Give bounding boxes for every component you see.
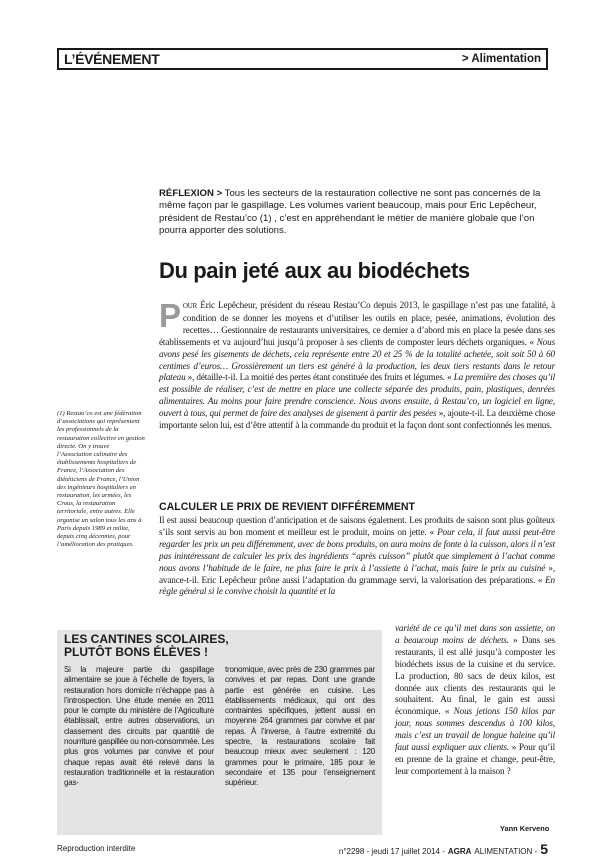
article-lede (159, 188, 554, 238)
article-body (159, 515, 555, 598)
body-text: Il est aussi beaucoup question d’anticipation et de saisons également. Les produits de saison sont plus goûteux s’ils sont servis au bon moment et meilleur est le produit, moins on jette. « (159, 515, 555, 537)
footnote: (1) Restau’co est une fédération d’associations qui représentent les professionnels de la restauration collective en gestion directe. On y trouve l’Association culinaire des établissements hospitaliers de France, l’Association des diététiciens de France, l’Union des ingénieurs hospitaliers en restauration, les armées, les Crous, la restauration territoriale, entre autres. Elle organise un salon tous les ans à Paris depuis 1989 et milite, depuis cinq décennies, pour l’amélioration des pratiques. (57, 410, 145, 549)
sidebar-title (64, 633, 375, 659)
body-quote-2: En règle général si le convive choisit la quantité et la (159, 574, 555, 597)
sidebar-columns (64, 665, 375, 789)
lede-text: Tous les secteurs de la restauration collective ne sont pas concernés de la même façon par le gaspillage. Les volumes varient beaucoup, mais pour Eric Lepêcheur, président de Restau’co (1) , c’est en appréhendant le métier de manière globale que l’on pourra apporter des solutions. (159, 188, 541, 237)
lede-keyword: RÉFLEXION > (159, 188, 223, 199)
right-text: » Dans ses restaurants, il est allé jusqu’à composter les biodéchets issus de la cuisine et du service. La production, 80 sacs de deux kilos, est donnée aux clients des restaurants qui le souhaitent. Au final, le gain est aussi économique. « (395, 634, 555, 717)
sidebar-box (57, 630, 382, 835)
right-text-2: » Pour qu’il en prenne de la graine et change, peut-être, leur comportement à la maison ? (395, 742, 555, 776)
page-number: 5 (540, 841, 548, 857)
page-footer (57, 841, 548, 855)
sidebar-column-2 (225, 665, 375, 789)
section-header (57, 48, 548, 70)
intro-quote-2: La première des choses qu’il est possible de réaliser, c’est de mettre en place une collecte séparée des produits, pain, plastiques, denrées alimentaires. Au moins pour faire prendre conscience. Nous avons ensuite, à Restau’co, un logiciel en ligne, ouvert à tous, qui permet de faire des analyses de gisement à partir des pesées (159, 372, 555, 419)
body-quote: Pour cela, il faut aussi peut-être regarder les prix un peu différemment, avec de bons produits, on aura moins de fonte à la cuisson, alors il n’est pas inintéressant de calculer les prix des ingrédients “après cuisson” plutôt que simplement à l’achat comme nous avons l’habitude de le faire, ne plus faire le prix à l’assiette à l’achat, mais faire le prix au cuisiné (159, 526, 555, 573)
article-subhead: CALCULER LE PRIX DE REVIENT DIFFÉREMMENT (159, 501, 416, 513)
footer-notice: Reproduction interdite (57, 844, 136, 853)
sidebar-column-1 (64, 665, 214, 789)
drop-cap: P (159, 297, 181, 334)
intro-text-3: », ajoute-t-il. La deuxième chose importante selon lui, est d’être attentif à la commande du produit et la façon dont sont confectionnés les menus. (159, 408, 555, 431)
article-body-right (395, 623, 555, 778)
category-label: > Alimentation (461, 53, 541, 65)
footer-issue: n°2298 - jeudi 17 juillet 2014 - (338, 847, 445, 856)
sidebar-text-2: tronomique, avec près de 230 grammes par convives et par repas. Dont une grande partie est générée en cuisine. Les établissements médicaux, qui ont des contraintes spécifiques, jettent aussi en moyenne 264 grammes par convive et par repas. À l’inverse, à l’autre extremité du spectre, la restaurations scolaire fait beaucoup mieux avec seulement : 120 grammes pour le primaire, 185 pour le secondaire et 135 pour l’enseignement supérieur. (225, 665, 375, 788)
article-headline: Du pain jeté aux au biodéchets (159, 258, 470, 283)
intro-text-2: », détaille-t-il. La moitié des pertes étant constituée des fruits et légumes. « (185, 372, 454, 383)
intro-text: Éric Lepêcheur, président du réseau Restau’Co depuis 2013, le gaspillage n’est pas une fatalité, à condition de se donner les moyens et d’utiliser les outils en place, pesée, animations, évolution des recettes… Gestionnaire de restaurants universitaires, ce dernier a d’abord mis en place la pesée dans ses établissements et va aujourd’hui jusqu’à proposer à ses clients de composter leurs déchets organiques. « (159, 300, 555, 347)
right-quote: variété de ce qu’il met dans son assiette, on a beaucoup moins de déchets. (395, 623, 555, 645)
intro-smallcaps: OUR (182, 302, 198, 310)
article-intro (159, 297, 555, 432)
right-quote-2: Nous jetions 150 kilos par jour, nous sommes descendus à 100 kilos, mais c’est un travail de longue haleine qu’il faut aussi expliquer aux clients. (395, 706, 555, 753)
author-byline: Yann Kerveno (500, 824, 550, 833)
sidebar-text-1: Si la majeure partie du gaspillage alimentaire se joue à l’échelle de foyers, la restauration hors domicile n’échappe pas à l’introspection. Une étude menée en 2011 pour le compte du ministère de l’Agriculture établissait, entre autres observations, un classement des circuits par quantité de nourriture gaspillée ou non-consommée. Les plus gros volumes par convive et pour chaque repas avait été relevé dans la restauration traditionnelle et la restauration gas- (64, 665, 214, 788)
footer-brand: AGRA (447, 847, 472, 856)
sidebar-title-line-1: LES CANTINES SCOLAIRES, (64, 632, 229, 646)
body-text-2: », avance-t-il. Eric Lepêcheur prône aussi l’adaptation du grammage servi, la valorisation des préparations. « (159, 562, 555, 585)
sidebar-title-line-2: PLUTÔT BONS ÉLÈVES ! (64, 645, 209, 659)
section-label: L’ÉVÉNEMENT (64, 51, 160, 67)
intro-quote: Nous avons pesé les gisements de déchets, cela représente entre 20 et 25 % de la totalité achetée, soit soit 50 à 60 centimes d’euros… Grossièrement un tiers est généré à la production, les deux tiers restants dans le retour plateau (159, 336, 555, 383)
footer-publication (339, 841, 548, 857)
footer-brand-2: ALIMENTATION - (474, 847, 538, 856)
